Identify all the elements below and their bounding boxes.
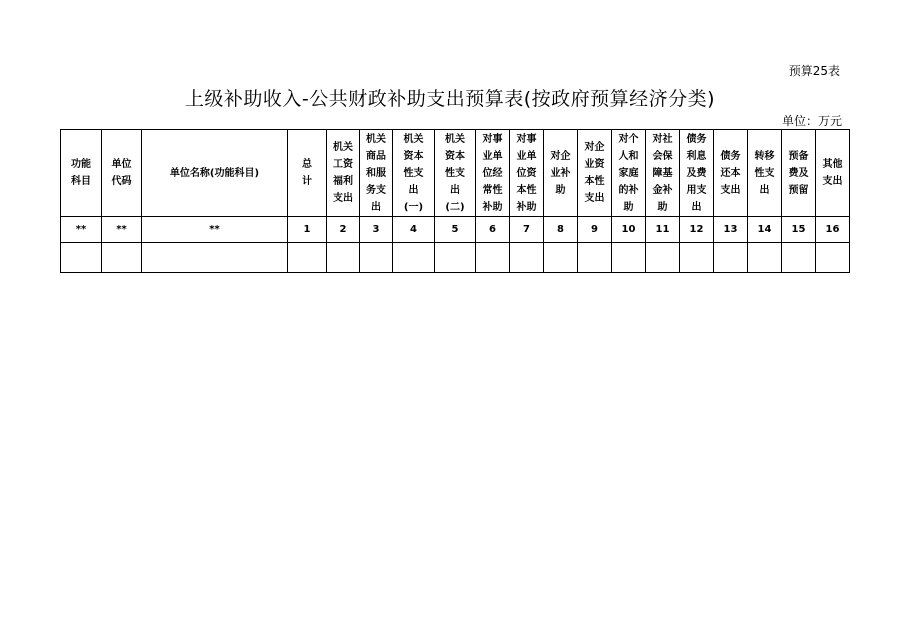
data-cell (680, 243, 714, 273)
data-cell (142, 243, 288, 273)
column-header: 机关 商品 和服 务支 出 (360, 130, 393, 217)
index-cell: 8 (544, 217, 578, 243)
data-cell (360, 243, 393, 273)
index-cell: 7 (510, 217, 544, 243)
column-header: 单位 代码 (102, 130, 142, 217)
page-title: 上级补助收入-公共财政补助支出预算表(按政府预算经济分类) (184, 88, 716, 110)
data-cell (435, 243, 476, 273)
data-cell (288, 243, 327, 273)
index-cell: 13 (714, 217, 748, 243)
column-header: 对个 人和 家庭 的补 助 (612, 130, 646, 217)
empty-data-row (61, 243, 850, 273)
column-header: 预备 费及 预留 (782, 130, 816, 217)
index-cell: 2 (327, 217, 360, 243)
column-header: 单位名称(功能科目) (142, 130, 288, 217)
index-cell: 16 (816, 217, 850, 243)
index-cell: 12 (680, 217, 714, 243)
data-cell (612, 243, 646, 273)
index-row (61, 217, 850, 243)
data-cell (327, 243, 360, 273)
index-cell: ** (102, 217, 142, 243)
data-cell (782, 243, 816, 273)
data-cell (393, 243, 435, 273)
index-cell: ** (61, 217, 102, 243)
data-cell (578, 243, 612, 273)
index-cell: 6 (476, 217, 510, 243)
index-cell: 14 (748, 217, 782, 243)
column-header: 对社 会保 障基 金补 助 (646, 130, 680, 217)
index-cell: 4 (393, 217, 435, 243)
index-cell: 3 (360, 217, 393, 243)
index-cell: 11 (646, 217, 680, 243)
column-header: 功能 科目 (61, 130, 102, 217)
column-header: 机关 资本 性支 出 (一) (393, 130, 435, 217)
column-header: 转移 性支 出 (748, 130, 782, 217)
column-header: 其他 支出 (816, 130, 850, 217)
data-cell (476, 243, 510, 273)
data-cell (714, 243, 748, 273)
column-header: 总 计 (288, 130, 327, 217)
data-cell (544, 243, 578, 273)
column-header: 机关 工资 福利 支出 (327, 130, 360, 217)
index-cell: 1 (288, 217, 327, 243)
budget-table (60, 129, 850, 273)
column-header: 对事 业单 位经 常性 补助 (476, 130, 510, 217)
data-cell (102, 243, 142, 273)
data-cell (816, 243, 850, 273)
column-header: 机关 资本 性支 出 (二) (435, 130, 476, 217)
unit-label: 单位：万元 (781, 114, 842, 128)
column-header: 债务 还本 支出 (714, 130, 748, 217)
data-cell (646, 243, 680, 273)
column-header: 对企 业资 本性 支出 (578, 130, 612, 217)
index-cell: 10 (612, 217, 646, 243)
index-cell: 9 (578, 217, 612, 243)
column-header: 对事 业单 位资 本性 补助 (510, 130, 544, 217)
data-cell (748, 243, 782, 273)
index-cell: 15 (782, 217, 816, 243)
index-cell: 5 (435, 217, 476, 243)
form-number: 预算25表 (788, 64, 840, 78)
index-cell: ** (142, 217, 288, 243)
header-row (61, 130, 850, 217)
data-cell (510, 243, 544, 273)
data-cell (61, 243, 102, 273)
column-header: 对企 业补 助 (544, 130, 578, 217)
column-header: 债务 利息 及费 用支 出 (680, 130, 714, 217)
